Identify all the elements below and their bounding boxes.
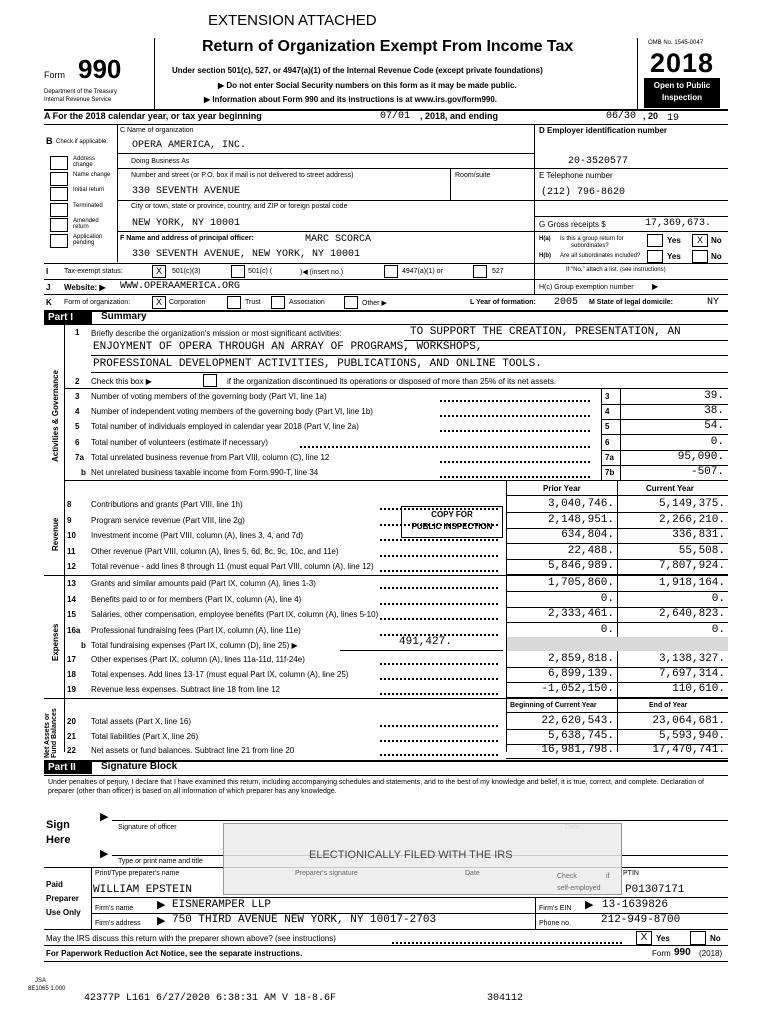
- leader-dots: [440, 415, 590, 417]
- line-text: Total unrelated business revenue from Part VIII, column (C), line 12: [91, 452, 330, 462]
- line-value: 95,090.: [677, 450, 724, 463]
- org-city: NEW YORK, NY 10001: [132, 218, 241, 229]
- line-number: 7a: [75, 452, 84, 462]
- mission-line2: ENJOYMENT OF OPERA THROUGH AN ARRAY OF PROGRAMS, WORKSHOPS,: [93, 341, 483, 353]
- hb-note: If "No," attach a list. (see instructions): [566, 267, 666, 273]
- ha-yes-checkbox[interactable]: [647, 234, 663, 247]
- website-url[interactable]: WWW.OPERAAMERICA.ORG: [120, 281, 241, 292]
- firm-address-label: Firm's address: [95, 920, 141, 927]
- line-text: Total number of volunteers (estimate if necessary): [91, 437, 268, 447]
- group-exemption-label: H(c) Group exemption number: [539, 284, 634, 291]
- state-domicile-value: NY: [707, 297, 720, 308]
- copy-line1: COPY FOR: [431, 510, 473, 519]
- row-text: Total assets (Part X, line 16): [91, 717, 192, 726]
- applicable-item-label: Address change: [73, 156, 96, 168]
- dept-treasury: Department of the Treasury: [44, 89, 118, 95]
- leader-dots: [380, 618, 498, 620]
- leader-dots: [380, 725, 498, 727]
- year-formation-value: 2005: [554, 297, 579, 308]
- firm-phone: 212-949-8700: [601, 914, 681, 926]
- current-value: 5,149,375.: [658, 498, 725, 510]
- firm-name: EISNERAMPER LLP: [172, 899, 272, 911]
- discuss-no-label: No: [710, 934, 721, 943]
- if-label: if: [606, 873, 610, 880]
- line-box-number: 7a: [605, 452, 614, 462]
- dba-label: Doing Business As: [131, 158, 190, 165]
- row-number: 14: [67, 594, 76, 604]
- line2-text: Check this box ▶: [91, 377, 152, 386]
- prior-value: 0.: [600, 623, 614, 636]
- line-a-label: A For the 2018 calendar year, or tax year beginning: [44, 111, 262, 121]
- hb-label: H(b): [539, 253, 551, 259]
- room-suite-label: Room/suite: [455, 172, 491, 179]
- current-value: 55,508.: [678, 544, 725, 557]
- row-text: Investment income (Part VIII, column (A), lines 3, 4, and 7d): [91, 531, 304, 541]
- street-label: Number and street (or P.O. box if mail is not delivered to street address): [131, 172, 354, 179]
- 501c3-label: 501(c)(3): [172, 268, 201, 275]
- association-checkbox[interactable]: [271, 296, 285, 309]
- applicable-checkbox[interactable]: [50, 172, 68, 186]
- row-text: Salaries, other compensation, employee benefits (Part IX, column (A), lines 5-10): [91, 610, 379, 619]
- applicable-item-label: Name change: [73, 171, 111, 178]
- firm-name-arrow: ▶: [157, 899, 166, 911]
- copy-public-inspection: [401, 506, 503, 538]
- jsa-label: JSA: [35, 978, 47, 984]
- row-text: Other revenue (Part VIII, column (A), lines 5, 6d, 8c, 9c, 10c, and 11e): [91, 546, 339, 556]
- applicable-checkbox[interactable]: [50, 234, 68, 248]
- row-number: 20: [67, 717, 76, 726]
- row-number: 19: [67, 684, 76, 694]
- leader-dots: [380, 754, 498, 756]
- ha-text2: subordinates?: [571, 243, 609, 249]
- telephone-value: (212) 796-8620: [541, 187, 626, 198]
- name-of-org-label: C Name of organization: [120, 127, 194, 134]
- prior-value: 22,488.: [567, 544, 614, 557]
- applicable-item-label: Terminated: [73, 202, 103, 209]
- row-text: Net assets or fund balances. Subtract line 21 from line 20: [91, 746, 295, 755]
- applicable-checkbox[interactable]: [50, 203, 68, 217]
- col-current-year: Current Year: [646, 484, 694, 493]
- line1-num: 1: [75, 328, 80, 337]
- open-to-public-badge: [644, 78, 720, 108]
- leader-dots: [380, 587, 498, 589]
- prior-value: 1,705,860.: [547, 577, 614, 589]
- line-number: b: [81, 468, 86, 477]
- hb-text: Are all subordinates included?: [560, 253, 641, 259]
- firm-ein: 13-1639826: [602, 899, 669, 911]
- footer-form-number: 990: [674, 947, 691, 958]
- row-text: Total expenses. Add lines 13-17 (must equal Part IX, column (A), line 25): [91, 669, 349, 679]
- firm-address: 750 THIRD AVENUE NEW YORK, NY 10017-2703: [172, 914, 437, 926]
- row-number: 8: [67, 500, 72, 509]
- line-j-label: J: [46, 283, 51, 292]
- applicable-checkbox[interactable]: [50, 187, 68, 201]
- principal-officer-name: MARC SCORCA: [305, 234, 372, 245]
- principal-officer-label: F Name and address of principal officer:: [120, 235, 254, 242]
- state-domicile-label: M State of legal domicile:: [589, 299, 674, 306]
- applicable-item-label: Amended return: [73, 218, 99, 230]
- current-value: 7,697,314.: [658, 667, 725, 680]
- insert-no-label: )◀ (insert no.): [300, 269, 344, 276]
- preparer-signature-label: Preparer's signature: [295, 870, 358, 877]
- leader-dots: [380, 555, 498, 557]
- penalty-statement: Under penalties of perjury, I declare that I have examined this return, including accompanying schedules and statements, and to the best of my knowledge and belief, it is true, correct, and complete. Declaration of preparer (other than officer) is based on all information of which preparer has any knowledge.: [48, 779, 704, 795]
- discuss-yes-label: Yes: [656, 934, 670, 943]
- gross-receipts-label: G Gross receipts $: [539, 220, 606, 229]
- line2-num: 2: [75, 377, 80, 386]
- prior-value: 0.: [600, 592, 614, 605]
- line-k-label: K: [46, 298, 52, 307]
- use-only-label: Use Only: [46, 908, 81, 917]
- prior-value: 6,899,139.: [547, 667, 614, 680]
- firm-address-arrow: ▶: [157, 915, 166, 927]
- firm-phone-label: Phone no.: [539, 920, 571, 927]
- line1-text: Briefly describe the organization's mission or most significant activities:: [91, 329, 342, 338]
- row-number: 21: [67, 731, 76, 741]
- side-expenses: Expenses: [51, 623, 60, 661]
- line-box-number: 5: [605, 422, 610, 432]
- line-i-label: I: [46, 267, 49, 276]
- row-number: 17: [67, 655, 76, 664]
- hb-no-checkbox[interactable]: [692, 250, 708, 263]
- col-end-of-year: End of Year: [649, 702, 688, 709]
- discontinued-checkbox[interactable]: [203, 374, 217, 387]
- end-year-prefix: , 20: [643, 111, 659, 121]
- current-value: 1,918,164.: [658, 577, 725, 589]
- firm-ein-label: Firm's EIN: [539, 905, 572, 912]
- ha-no-checkbox[interactable]: X: [692, 234, 708, 247]
- form-subtitle: Under section 501(c), 527, or 4947(a)(1) of the Internal Revenue Code (except private foundations): [172, 66, 543, 75]
- current-value: 0.: [711, 592, 725, 605]
- row-number: 16a: [67, 625, 81, 635]
- line-number: 3: [75, 392, 80, 401]
- line-text: Number of independent voting members of the governing body (Part VI, line 1b): [91, 407, 373, 417]
- open-public-line2: Inspection: [661, 93, 702, 102]
- row-number: 11: [67, 546, 76, 556]
- prior-value: 3,040,746.: [547, 498, 614, 510]
- leader-dots: [440, 461, 590, 463]
- ha-no-label: No: [711, 236, 722, 245]
- line16b-value: 491,427.: [399, 636, 452, 648]
- hb-no-label: No: [711, 252, 722, 261]
- footer-form-label: Form: [652, 949, 671, 958]
- print-stamp: 42377P L161 6/27/2020 6:38:31 AM V 18-8.6F: [84, 993, 337, 1004]
- row-text: Grants and similar amounts paid (Part IX, column (A), lines 1-3): [91, 579, 316, 588]
- row-number: 22: [67, 746, 76, 755]
- line16b-text: Total fundraising expenses (Part IX, column (D), line 25) ▶: [91, 641, 298, 650]
- row-number: 9: [67, 515, 72, 525]
- paperwork-notice: For Paperwork Reduction Act Notice, see the separate instructions.: [46, 949, 303, 958]
- current-value: 0.: [711, 623, 725, 636]
- ptin-label: PTIN: [623, 870, 639, 877]
- prior-value: 5,846,989.: [547, 560, 614, 573]
- leader-dots: [380, 570, 498, 572]
- current-value: 2,266,210.: [658, 513, 725, 526]
- line-box-number: 3: [605, 392, 610, 401]
- part2-tag: Part II: [44, 761, 92, 774]
- applicable-item-label: Initial return: [73, 187, 105, 193]
- side-activities-governance: Activities & Governance: [51, 369, 60, 462]
- trust-label: Trust: [245, 299, 261, 306]
- ha-yes-label: Yes: [667, 236, 681, 245]
- leader-dots: [380, 678, 498, 680]
- form-number: 990: [78, 54, 122, 84]
- hb-yes-checkbox[interactable]: [647, 250, 663, 263]
- current-value: 7,807,924.: [658, 560, 725, 573]
- discuss-question: May the IRS discuss this return with the preparer shown above? (see instructions): [46, 934, 336, 943]
- applicable-checkbox[interactable]: [50, 218, 68, 232]
- prior-value: -1,052,150.: [541, 682, 614, 695]
- leader-dots: [440, 400, 590, 402]
- gross-receipts-value: 17,369,673.: [645, 218, 712, 229]
- line-number: 4: [75, 407, 80, 417]
- paid-label: Paid: [46, 880, 63, 889]
- row-text: Other expenses (Part IX, column (A), lines 11a-11d, 11f-24e): [91, 655, 305, 664]
- leader-dots: [440, 476, 590, 478]
- current-value: 3,138,327.: [658, 653, 725, 665]
- prior-value: 2,859,818.: [547, 653, 614, 665]
- sign-label: Sign: [46, 819, 70, 831]
- prior-value: 2,148,951.: [547, 513, 614, 526]
- prior-value: 16,981,798.: [541, 744, 614, 756]
- ein-value: 20-3520577: [568, 156, 629, 167]
- line-number: 5: [75, 422, 80, 432]
- current-value: 110,610.: [672, 682, 725, 695]
- row-rule: [506, 758, 728, 759]
- line-a-mid: , 2018, and ending: [420, 111, 499, 121]
- preparer-label: Preparer: [46, 894, 79, 903]
- form-of-org-label: Form of organization:: [64, 299, 131, 306]
- leader-dots: [380, 663, 498, 665]
- association-label: Association: [289, 299, 325, 306]
- org-street: 330 SEVENTH AVENUE: [132, 186, 241, 197]
- page-num: 304112: [487, 993, 524, 1004]
- 501c-checkbox[interactable]: [231, 265, 245, 278]
- corporation-label: Corporation: [169, 299, 206, 306]
- preparer-date-label: Date: [465, 870, 480, 877]
- leader-dots: [380, 740, 498, 742]
- applicable-checkbox[interactable]: [50, 156, 68, 170]
- 4947-checkbox[interactable]: [384, 265, 398, 278]
- copy-line2: PUBLIC INSPECTION: [411, 522, 493, 531]
- line-text: Number of voting members of the governing body (Part VI, line 1a): [91, 392, 327, 401]
- tax-exempt-status-label: Tax-exempt status:: [64, 268, 123, 275]
- line-value: 39.: [704, 390, 724, 402]
- ha-label: H(a): [539, 236, 551, 242]
- sign-arrow-2: ▶: [100, 848, 109, 860]
- mission-line1: TO SUPPORT THE CREATION, PRESENTATION, AN: [410, 326, 681, 338]
- year-formation-label: L Year of formation:: [470, 299, 536, 306]
- footer-form-year: (2018): [699, 949, 723, 958]
- efile-text: ELECTIONICALLY FILED WITH THE IRS: [309, 849, 513, 861]
- line-text: Total number of individuals employed in calendar year 2018 (Part V, line 2a): [91, 422, 359, 432]
- mission-line3: PROFESSIONAL DEVELOPMENT ACTIVITIES, PUBLICATIONS, AND ONLINE TOOLS.: [93, 358, 542, 370]
- ein-label: D Employer identification number: [539, 126, 668, 135]
- row-text: Revenue less expenses. Subtract line 18 from line 12: [91, 684, 280, 694]
- firm-ein-arrow: ▶: [585, 899, 594, 911]
- prior-value: 22,620,543.: [541, 715, 614, 727]
- current-value: 336,831.: [672, 529, 725, 542]
- part1-tag: Part I: [44, 311, 92, 324]
- ha-text1: Is this a group return for: [560, 236, 624, 242]
- signature-officer-label: Signature of officer: [118, 824, 177, 831]
- row-text: Benefits paid to or for members (Part IX, column (A), line 4): [91, 594, 302, 604]
- leader-dots: [440, 430, 590, 432]
- preparer-name: WILLIAM EPSTEIN: [93, 884, 193, 896]
- info-note: ▶ Information about Form 990 and its instructions is at www.irs.gov/form990.: [204, 95, 498, 104]
- leader-dots: [300, 446, 590, 448]
- preparer-name-label: Print/Type preparer's name: [95, 870, 180, 877]
- row-number: 15: [67, 610, 76, 619]
- current-value: 2,640,823.: [658, 608, 725, 620]
- line-b-text: Check if applicable:: [56, 139, 109, 145]
- side-revenue: Revenue: [51, 517, 60, 551]
- line-text: Net unrelated business taxable income from Form 990-T, line 34: [91, 468, 319, 477]
- 527-checkbox[interactable]: [473, 265, 487, 278]
- org-name: OPERA AMERICA, INC.: [132, 140, 247, 151]
- 501c3-checkbox[interactable]: X: [152, 265, 166, 278]
- discuss-yes-checkbox[interactable]: X: [636, 931, 652, 945]
- type-name-title-label: Type or print name and title: [118, 858, 203, 865]
- line-box-number: 7b: [605, 468, 615, 477]
- tax-year: 2018: [650, 48, 715, 78]
- line-b-label: B: [46, 136, 53, 146]
- self-employed-label: self-employed: [557, 885, 601, 892]
- prior-value: 634,804.: [561, 529, 614, 542]
- sign-arrow-1: ▶: [100, 811, 109, 823]
- 527-label: 527: [492, 268, 504, 275]
- firm-name-label: Firm's name: [95, 905, 134, 912]
- line-value: 38.: [704, 405, 724, 418]
- preparer-ptin: P01307171: [625, 884, 685, 896]
- row-text: Total liabilities (Part X, line 26): [91, 731, 199, 741]
- current-value: 17,470,741.: [652, 744, 725, 756]
- col-beginning-year: Beginning of Current Year: [510, 702, 597, 709]
- row-number: 12: [67, 562, 76, 572]
- leader-dots: [380, 603, 498, 605]
- row-number: 10: [67, 531, 76, 541]
- line-box-number: 4: [605, 407, 610, 417]
- prior-value: 5,638,745.: [547, 729, 614, 742]
- city-label: City or town, state or province, country, and ZIP or foreign postal code: [131, 203, 348, 210]
- col-prior-year: Prior Year: [543, 484, 581, 493]
- prior-value: 2,333,461.: [547, 608, 614, 620]
- form-title: Return of Organization Exempt From Income Tax: [202, 38, 574, 55]
- website-label: Website: ▶: [64, 283, 106, 292]
- row-text: Program service revenue (Part VIII, line 2g): [91, 515, 245, 525]
- tax-year-end: 06/30: [606, 111, 637, 122]
- part2-title: Signature Block: [101, 761, 178, 772]
- tax-year-begin: 07/01: [380, 111, 411, 122]
- line2-text2: if the organization discontinued its operations or disposed of more than 25% of its net assets.: [227, 377, 557, 386]
- leader-dots: [380, 508, 498, 510]
- here-label: Here: [46, 834, 71, 846]
- row-text: Professional fundraising fees (Part IX, column (A), line 11e): [91, 625, 301, 635]
- row-number: 13: [67, 579, 76, 588]
- ssn-note: ▶ Do not enter Social Security numbers on this form as it may be made public.: [218, 81, 517, 90]
- dept-irs: Internal Revenue Service: [44, 97, 112, 103]
- leader-dots: [380, 539, 498, 541]
- part1-title: Summary: [101, 311, 147, 322]
- corporation-checkbox[interactable]: X: [152, 296, 166, 309]
- hb-yes-label: Yes: [667, 252, 681, 261]
- principal-officer-address: 330 SEVENTH AVENUE, NEW YORK, NY 10001: [132, 249, 361, 260]
- row-number: 18: [67, 669, 76, 679]
- line-value: 54.: [704, 420, 724, 433]
- form-label: Form: [44, 70, 65, 80]
- leader-dots: [380, 524, 498, 526]
- leader-dots: [380, 693, 498, 695]
- line16b-num: b: [81, 641, 86, 650]
- other-org-checkbox[interactable]: [344, 296, 358, 309]
- current-value: 23,064,681.: [652, 715, 725, 727]
- current-value: 5,593,940.: [658, 729, 725, 742]
- check-label: Check: [557, 873, 577, 880]
- side-net-assets: Net Assets or Fund Balances: [44, 708, 58, 758]
- line-box-number: 6: [605, 437, 610, 447]
- row-text: Contributions and grants (Part VIII, line 1h): [91, 500, 243, 509]
- line-value: -507.: [690, 466, 724, 478]
- jsa-code: 8E1065 1.000: [28, 986, 66, 992]
- applicable-item-label: Application pending: [73, 233, 103, 246]
- omb-number: OMB No. 1545-0047: [648, 40, 704, 46]
- other-org-label: Other ▶: [362, 300, 387, 307]
- trust-checkbox[interactable]: [227, 296, 241, 309]
- extension-note: EXTENSION ATTACHED: [208, 12, 377, 29]
- 501c-label: 501(c) (: [248, 268, 273, 275]
- open-public-line1: Open to Public: [653, 81, 711, 90]
- line-number: 6: [75, 437, 80, 447]
- end-year: 19: [667, 113, 680, 124]
- row-text: Total revenue - add lines 8 through 11 (must equal Part VIII, column (A), line 12): [91, 562, 374, 572]
- 4947-label: 4947(a)(1) or: [402, 268, 443, 275]
- group-exemption-arrow: ▶: [652, 282, 659, 291]
- telephone-label: E Telephone number: [539, 171, 613, 180]
- discuss-no-checkbox[interactable]: [690, 931, 706, 945]
- line-value: 0.: [710, 435, 724, 448]
